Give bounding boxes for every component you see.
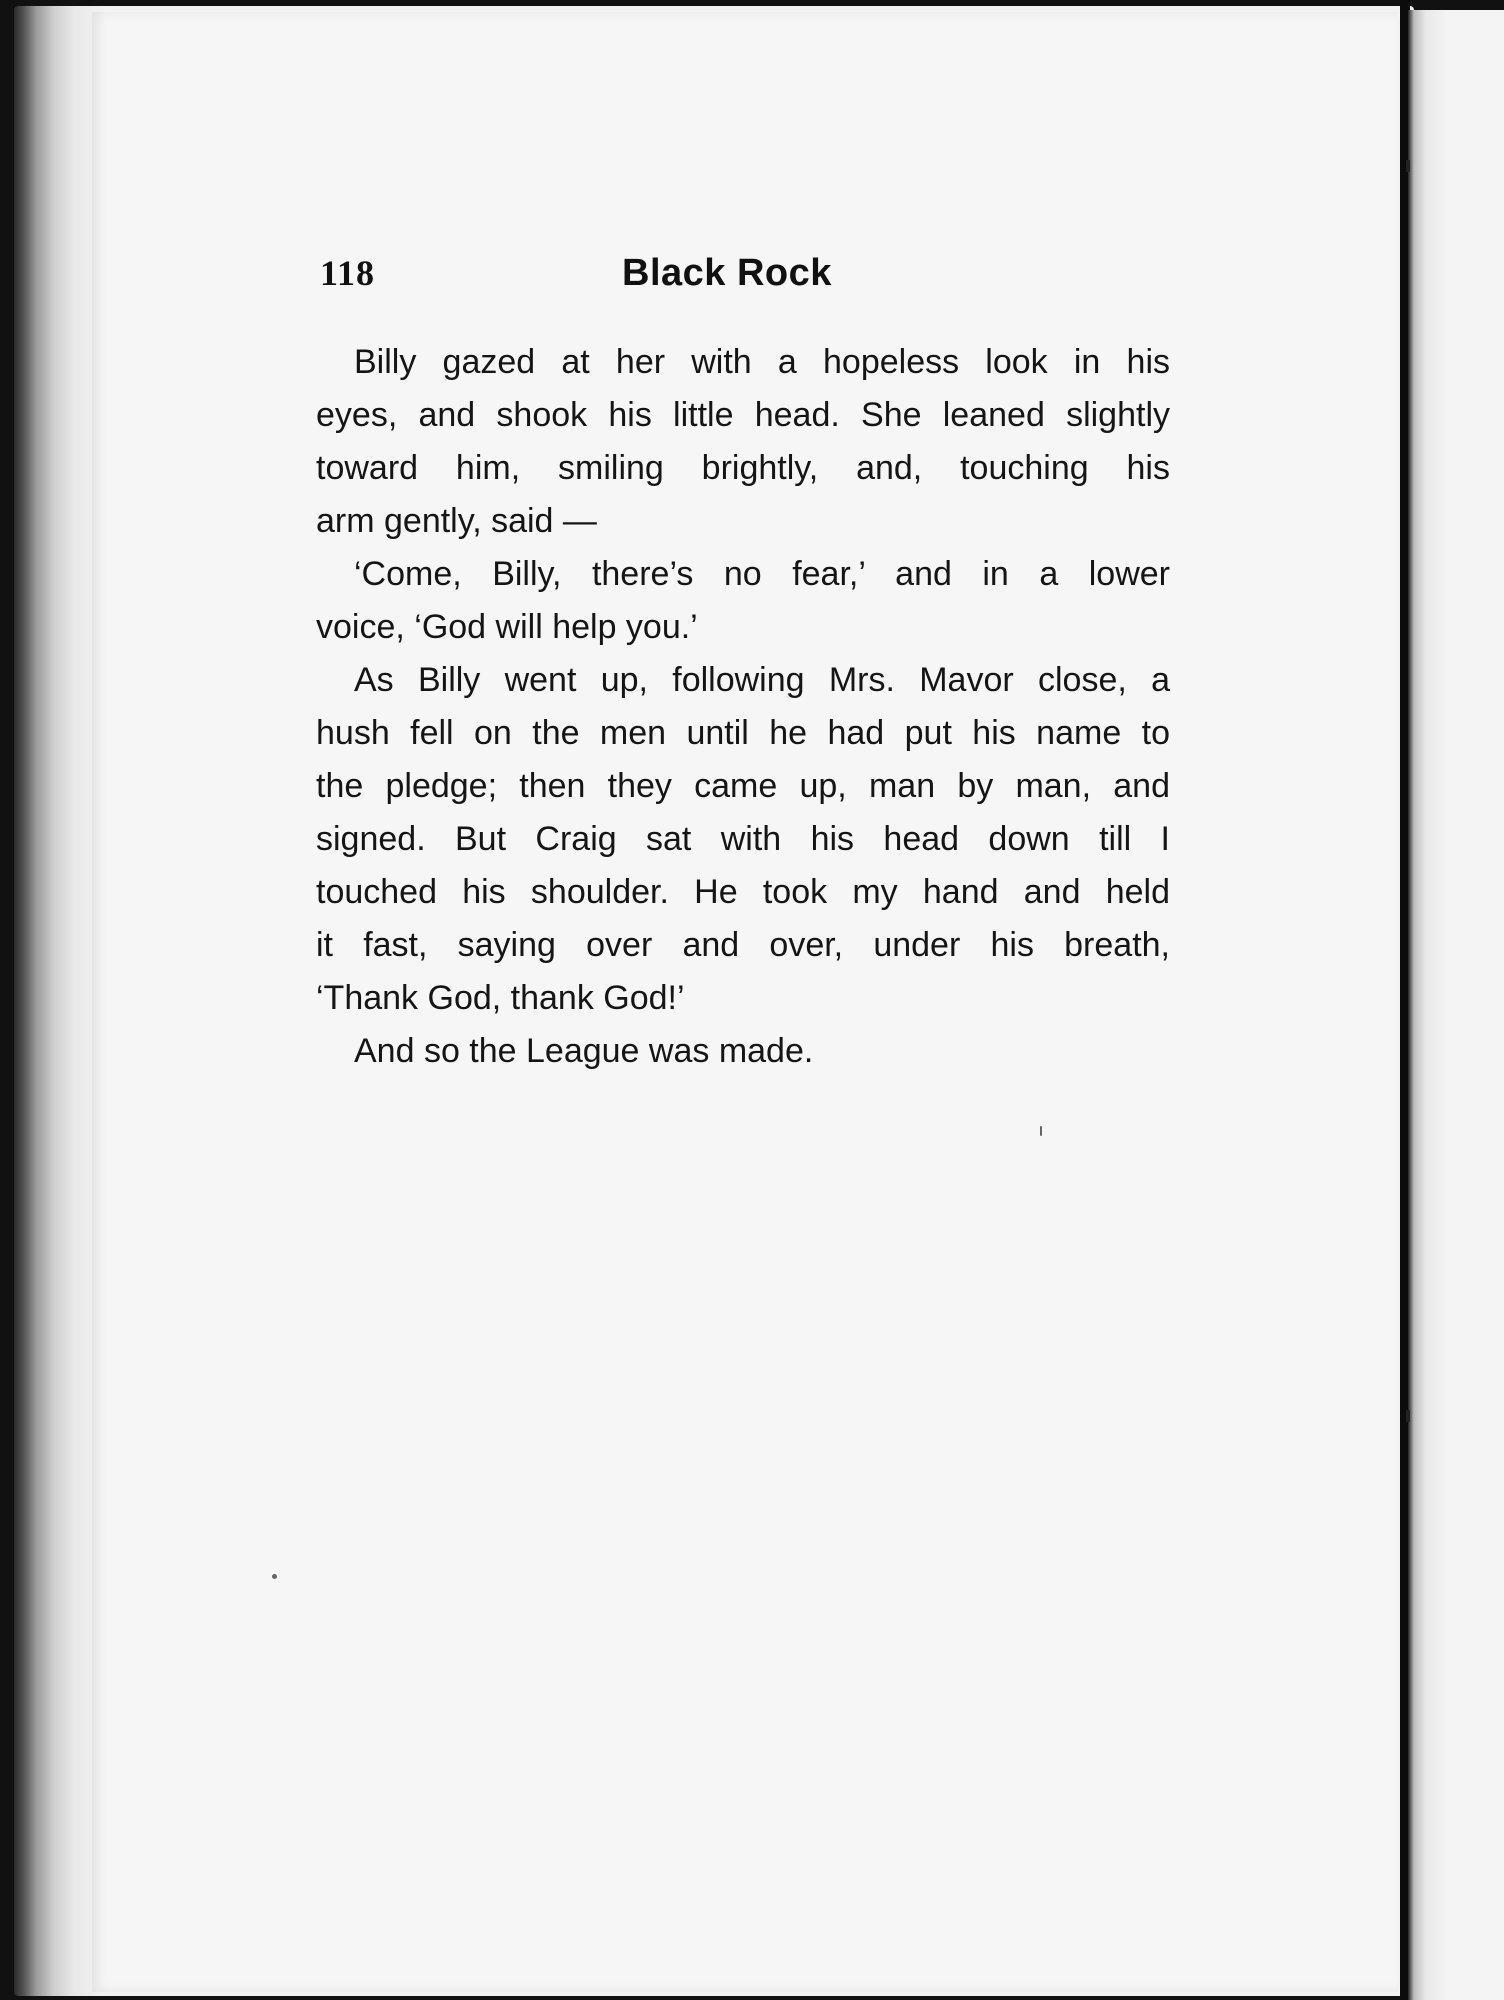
- page-header: [320, 252, 1180, 312]
- running-title: Black Rock: [622, 252, 832, 294]
- text-line: touched his shoulder. He took my hand and held: [316, 873, 1170, 911]
- facing-page-edge: [1408, 10, 1504, 2000]
- text-line: ‘Thank God, thank God!’: [316, 979, 685, 1017]
- paper-speck: [1406, 160, 1410, 172]
- text-line: ‘Come, Billy, there’s no fear,’ and in a lower: [354, 555, 1170, 593]
- text-line: toward him, smiling brightly, and, touching his: [316, 449, 1170, 487]
- text-line: it fast, saying over and over, under his breath,: [316, 926, 1170, 964]
- text-line: eyes, and shook his little head. She leaned slightly: [316, 396, 1170, 434]
- text-line: And so the League was made.: [354, 1032, 814, 1070]
- text-line: voice, ‘God will help you.’: [316, 608, 698, 646]
- paper-speck: [1406, 1410, 1410, 1422]
- text-line: Billy gazed at her with a hopeless look in his: [354, 343, 1170, 381]
- text-line: As Billy went up, following Mrs. Mavor close, a: [354, 661, 1170, 699]
- text-line: the pledge; then they came up, man by man, and: [316, 767, 1170, 805]
- paper-speck: [1040, 1126, 1042, 1136]
- text-line: arm gently, said —: [316, 502, 597, 540]
- text-line: signed. But Craig sat with his head down till I: [316, 820, 1170, 858]
- page-number: 118: [320, 253, 376, 293]
- text-line: hush fell on the men until he had put his name to: [316, 714, 1170, 752]
- paper-speck: [272, 1574, 277, 1579]
- body-text: [316, 336, 1170, 1078]
